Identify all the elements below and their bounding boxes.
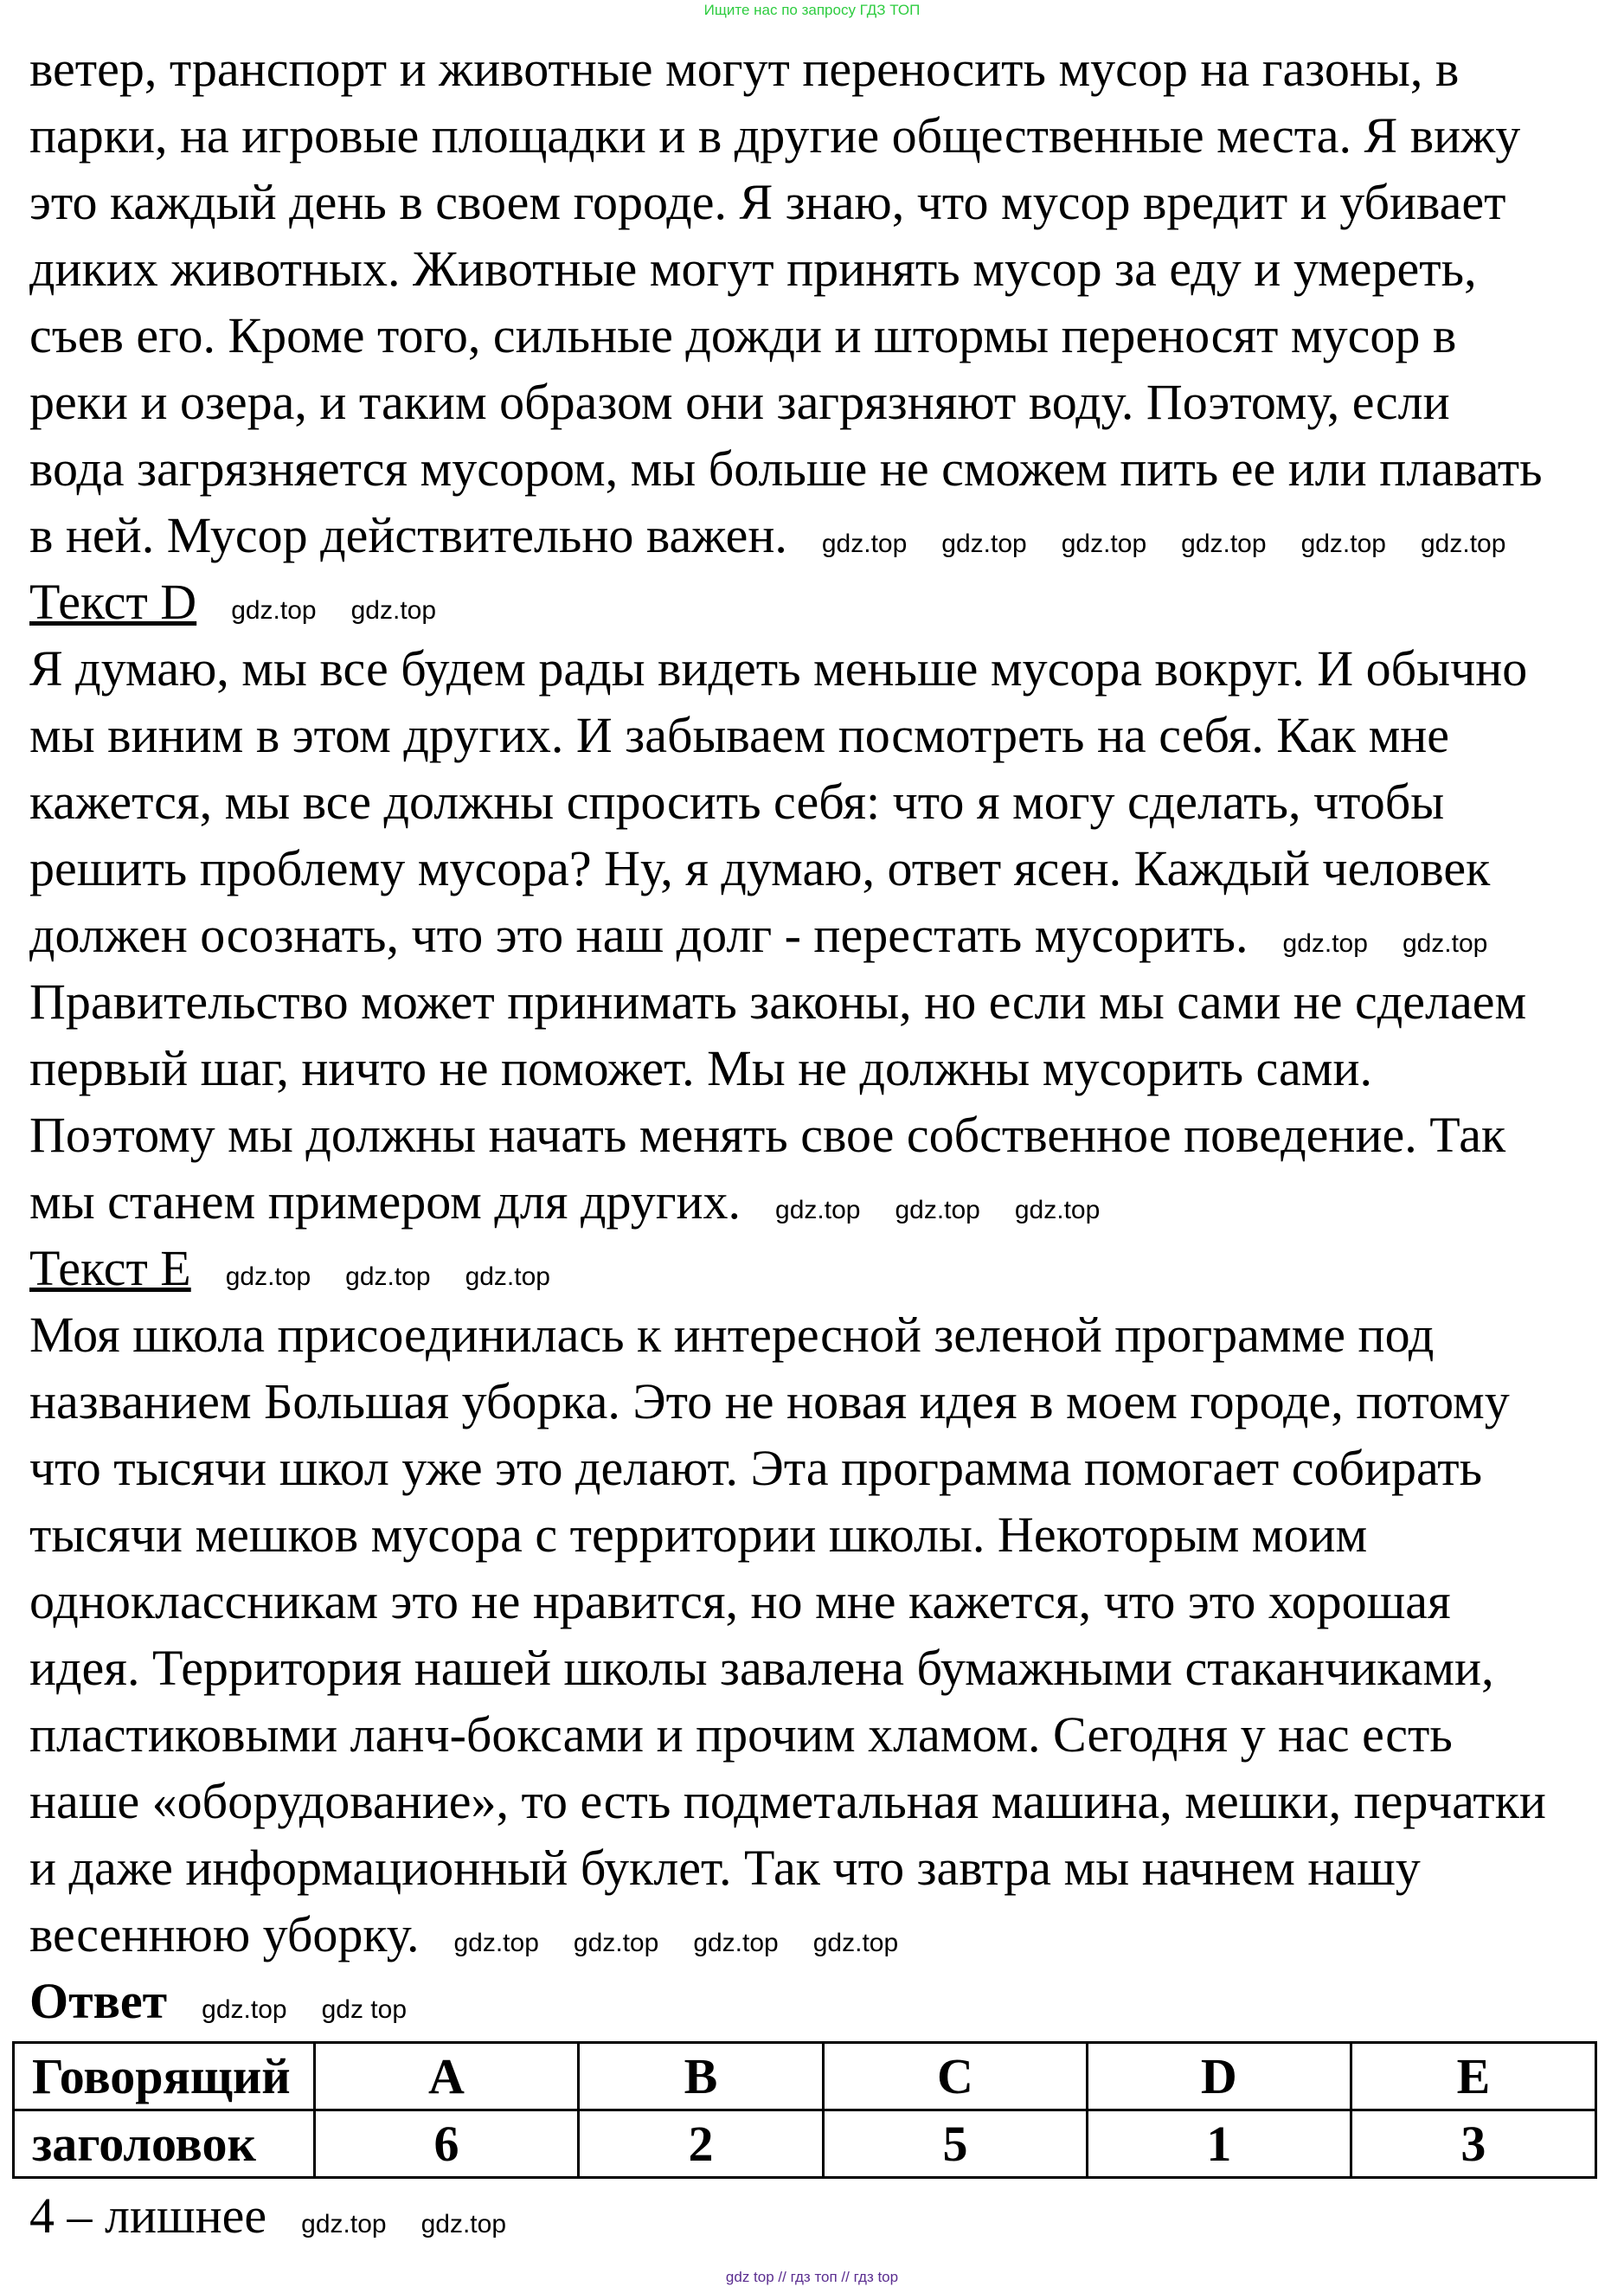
watermark: gdz.top — [465, 1262, 550, 1291]
text-line: кажется, мы все должны спросить себя: что я могу сделать, чтобы — [29, 774, 1445, 830]
table-cell: D — [1087, 2043, 1351, 2110]
watermark: gdz.top — [231, 596, 317, 625]
table-cell: 2 — [578, 2110, 823, 2178]
section-heading: Текст D — [29, 574, 197, 630]
watermark: gdz.top — [420, 2210, 507, 2238]
table-header-row — [14, 2043, 1596, 2110]
text-line: ветер, транспорт и животные могут переносить мусор на газоны, в — [29, 41, 1460, 97]
text-line-row — [29, 102, 1520, 169]
text-line: съев его. Кроме того, сильные дожди и штормы переносят мусор в — [29, 307, 1457, 363]
table-cell: 5 — [824, 2110, 1088, 2178]
text-line: мы виним в этом других. И забываем посмотреть на себя. Как мне — [29, 707, 1450, 763]
text-line: вода загрязняется мусором, мы больше не сможем пить ее или плавать — [29, 440, 1543, 497]
watermark: gdz.top — [350, 596, 437, 625]
text-line: весеннюю уборку. — [29, 1906, 420, 1962]
text-line: наше «оборудование», то есть подметальная машина, мешки, перчатки — [29, 1773, 1546, 1829]
text-line: одноклассникам это не нравится, но мне кажется, что это хорошая — [29, 1573, 1451, 1629]
text-line-row — [29, 1168, 1100, 1235]
text-line-row — [29, 1235, 550, 1301]
text-line-row — [29, 1368, 1510, 1435]
text-line: пластиковыми ланч-боксами и прочим хламом. Сегодня у нас есть — [29, 1706, 1453, 1763]
watermark: gdz.top — [345, 1262, 431, 1291]
text-line: Я думаю, мы все будем рады видеть меньше мусора вокруг. И обычно — [29, 640, 1528, 697]
table-cell: A — [315, 2043, 579, 2110]
watermark: gdz.top — [225, 1262, 311, 1291]
watermark: gdz.top — [812, 1929, 899, 1957]
table-cell: C — [824, 2043, 1088, 2110]
watermark: gdz top — [321, 1995, 408, 2024]
text-line-row — [29, 1768, 1546, 1834]
text-line-row — [29, 435, 1543, 502]
footer-watermark: gdz top // гдз топ // гдз top — [725, 2269, 899, 2285]
watermark: gdz.top — [202, 1995, 287, 2024]
text-line-row — [29, 968, 1526, 1035]
text-line-row — [29, 635, 1527, 702]
watermark: gdz.top — [301, 2210, 387, 2238]
text-line: парки, на игровые площадки и в другие общественные места. Я вижу — [29, 107, 1521, 164]
watermark: gdz.top — [453, 1929, 539, 1957]
text-line: первый шаг, ничто не поможет. Мы не должны мусорить сами. — [29, 1040, 1372, 1096]
text-line: диких животных. Животные могут принять мусор за еду и умереть, — [29, 241, 1477, 297]
text-line-row — [29, 35, 1459, 102]
section-heading: Текст E — [29, 1240, 191, 1296]
text-line: решить проблему мусора? Ну, я думаю, ответ ясен. Каждый человек — [29, 840, 1491, 896]
text-line-row — [29, 1102, 1505, 1168]
text-line-row — [29, 702, 1449, 768]
watermark: gdz.top — [895, 1196, 980, 1224]
text-line: названием Большая уборка. Это не новая идея в моем городе, потому — [29, 1373, 1510, 1429]
text-line-row — [29, 568, 436, 635]
text-line: реки и озера, и таким образом они загрязняют воду. Поэтому, если — [29, 374, 1450, 430]
watermark: gdz.top — [1181, 530, 1267, 558]
text-line: и даже информационный буклет. Так что завтра мы начнем нашу — [29, 1840, 1421, 1896]
watermark: gdz.top — [1420, 530, 1506, 558]
table-cell: B — [578, 2043, 823, 2110]
table-cell: 6 — [315, 2110, 579, 2178]
text-line-row — [29, 768, 1444, 835]
watermark: gdz.top — [1300, 530, 1386, 558]
watermark: gdz.top — [941, 530, 1027, 558]
text-line-row — [29, 1635, 1494, 1701]
watermark: gdz.top — [1014, 1196, 1101, 1224]
text-line-row — [29, 1968, 407, 2034]
text-line-row — [29, 502, 1505, 568]
top-banner: Ищите нас по запросу ГДЗ ТОП — [703, 2, 921, 18]
text-line-row — [29, 902, 1487, 968]
table-cell: 1 — [1087, 2110, 1351, 2178]
text-line-row — [29, 835, 1490, 902]
text-line: идея. Территория нашей школы завалена бумажными стаканчиками, — [29, 1640, 1494, 1696]
table-row — [14, 2110, 1596, 2178]
text-line: Поэтому мы должны начать менять свое собственное поведение. Так — [29, 1107, 1506, 1163]
text-line-row — [29, 1501, 1367, 1568]
table-cell: E — [1351, 2043, 1595, 2110]
text-line-row — [29, 235, 1477, 302]
text-line: Правительство может принимать законы, но если мы сами не сделаем — [29, 973, 1527, 1030]
watermark: gdz.top — [1282, 929, 1368, 958]
text-line-row — [29, 302, 1456, 369]
watermark: gdz.top — [693, 1929, 779, 1957]
answer-note-line — [29, 2182, 506, 2249]
text-line-row — [29, 1035, 1372, 1102]
answer-note: 4 – лишнее — [29, 2187, 267, 2244]
answer-heading: Ответ — [29, 1973, 168, 2029]
table-cell: заголовок — [14, 2110, 315, 2178]
text-line-row — [29, 1568, 1451, 1635]
watermark: gdz.top — [1402, 929, 1488, 958]
text-line: в ней. Мусор действительно важен. — [29, 507, 787, 563]
watermark: gdz.top — [775, 1196, 861, 1224]
text-line-row — [29, 1701, 1453, 1768]
text-line: должен осознать, что это наш долг - перестать мусорить. — [29, 907, 1248, 963]
watermark: gdz.top — [821, 530, 908, 558]
text-line: тысячи мешков мусора с территории школы. Некоторым моим — [29, 1506, 1368, 1563]
watermark: gdz.top — [1061, 530, 1147, 558]
text-line-row — [29, 1301, 1434, 1368]
text-line-row — [29, 1435, 1482, 1501]
text-line: мы станем примером для других. — [29, 1173, 741, 1230]
text-line-row — [29, 1834, 1421, 1901]
text-line: это каждый день в своем городе. Я знаю, что мусор вредит и убивает — [29, 174, 1506, 230]
text-line-row — [29, 369, 1450, 435]
table-cell: Говорящий — [14, 2043, 315, 2110]
text-line: Моя школа присоединилась к интересной зеленой программе под — [29, 1307, 1435, 1363]
table-cell: 3 — [1351, 2110, 1595, 2178]
answer-table — [12, 2041, 1597, 2179]
text-line-row — [29, 169, 1506, 235]
text-line-row — [29, 1901, 898, 1968]
text-line: что тысячи школ уже это делают. Эта программа помогает собирать — [29, 1440, 1483, 1496]
watermark: gdz.top — [573, 1929, 659, 1957]
